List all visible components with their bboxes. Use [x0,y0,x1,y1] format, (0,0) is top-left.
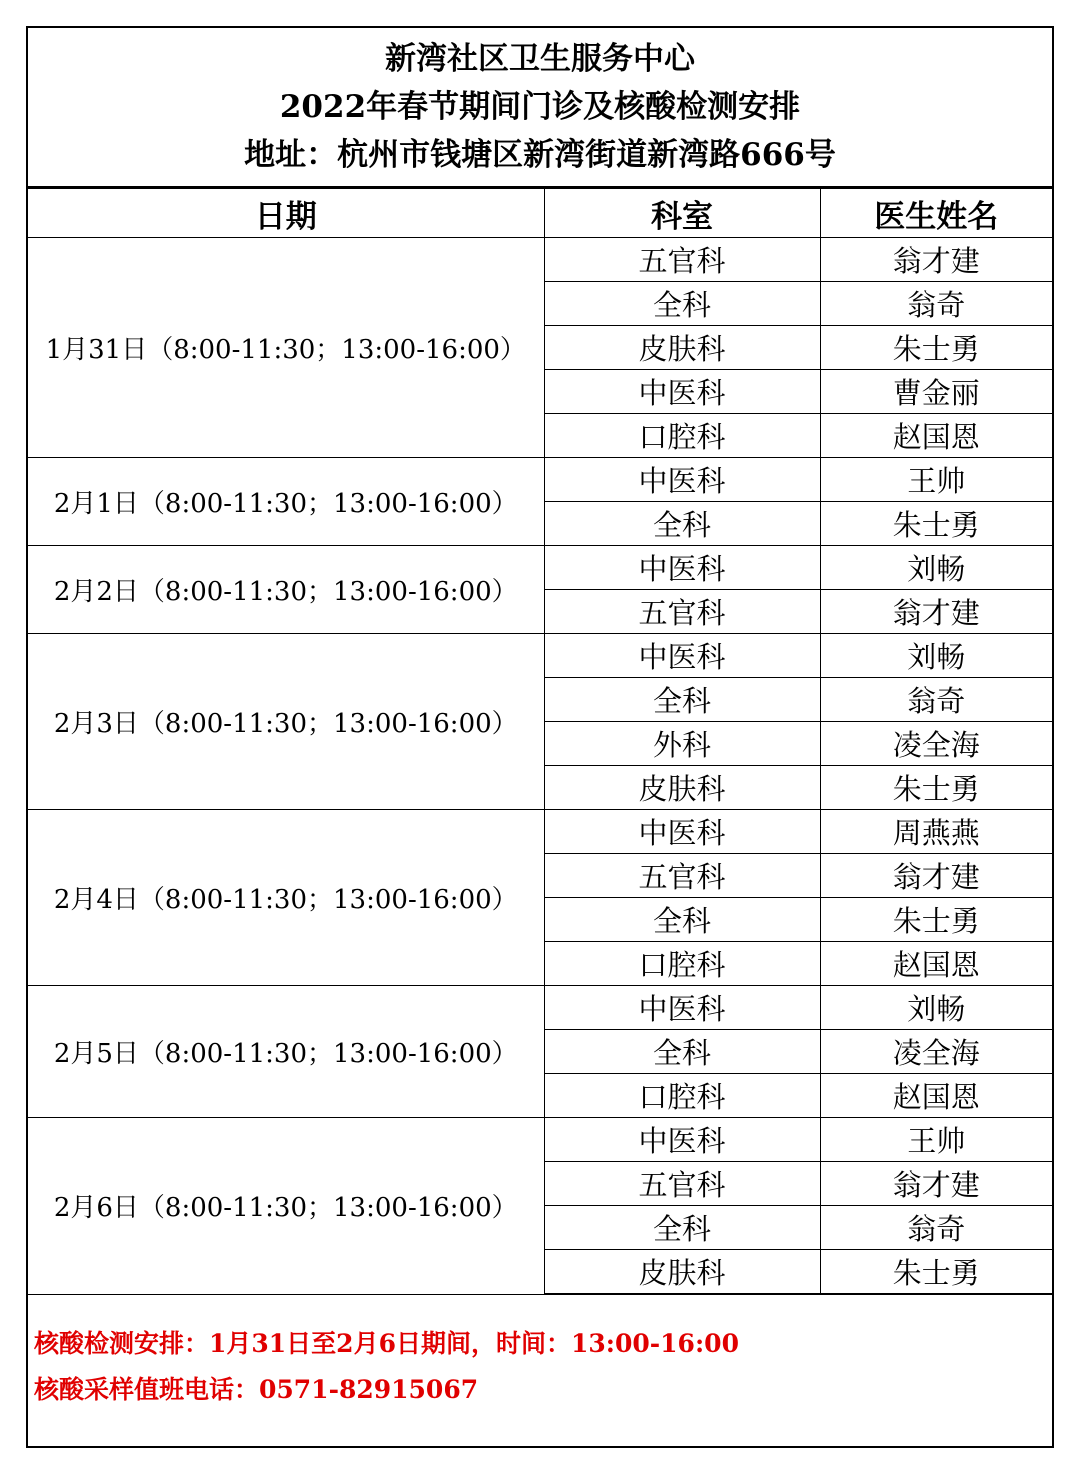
department-cell: 中医科 [544,986,820,1030]
department-cell: 全科 [544,898,820,942]
doctor-cell: 朱士勇 [820,502,1052,546]
doctor-cell: 翁才建 [820,238,1052,282]
table-row [28,546,1052,590]
org-name: 新湾社区卫生服务中心 [385,41,695,77]
department-cell: 口腔科 [544,942,820,986]
doctor-cell: 王帅 [820,1118,1052,1162]
doctor-cell: 赵国恩 [820,414,1052,458]
date-cell: 2月5日（8:00-11:30；13:00-16:00） [28,986,544,1118]
department-cell: 中医科 [544,546,820,590]
department-cell: 皮肤科 [544,326,820,370]
department-cell: 五官科 [544,854,820,898]
department-cell: 口腔科 [544,414,820,458]
notes-block [28,1295,1052,1413]
table-header-row [28,189,1052,238]
department-cell: 中医科 [544,458,820,502]
doctor-cell: 王帅 [820,458,1052,502]
nucleic-test-phone-note: 核酸采样值班电话：0571-82915067 [34,1375,479,1404]
department-cell: 外科 [544,722,820,766]
date-cell: 1月31日（8:00-11:30；13:00-16:00） [28,238,544,458]
title-block [28,28,1052,188]
doctor-cell: 刘畅 [820,634,1052,678]
doctor-cell: 刘畅 [820,546,1052,590]
date-cell: 2月1日（8:00-11:30；13:00-16:00） [28,458,544,546]
schedule-sheet [26,26,1054,1448]
department-cell: 中医科 [544,634,820,678]
date-cell: 2月4日（8:00-11:30；13:00-16:00） [28,810,544,986]
column-header-department: 科室 [544,189,820,238]
doctor-cell: 赵国恩 [820,942,1052,986]
department-cell: 皮肤科 [544,1250,820,1295]
table-row [28,458,1052,502]
doctor-cell: 周燕燕 [820,810,1052,854]
table-row [28,1118,1052,1162]
department-cell: 全科 [544,502,820,546]
table-row [28,986,1052,1030]
department-cell: 中医科 [544,810,820,854]
department-cell: 五官科 [544,1162,820,1206]
doctor-cell: 朱士勇 [820,326,1052,370]
schedule-table [28,188,1052,1295]
department-cell: 五官科 [544,238,820,282]
column-header-date: 日期 [28,189,544,238]
doctor-cell: 曹金丽 [820,370,1052,414]
department-cell: 五官科 [544,590,820,634]
department-cell: 中医科 [544,370,820,414]
date-cell: 2月6日（8:00-11:30；13:00-16:00） [28,1118,544,1295]
department-cell: 口腔科 [544,1074,820,1118]
doctor-cell: 翁奇 [820,282,1052,326]
doctor-cell: 翁奇 [820,1206,1052,1250]
table-row [28,634,1052,678]
table-row [28,810,1052,854]
date-cell: 2月3日（8:00-11:30；13:00-16:00） [28,634,544,810]
doctor-cell: 翁才建 [820,1162,1052,1206]
doctor-cell: 朱士勇 [820,898,1052,942]
doctor-cell: 翁才建 [820,590,1052,634]
doctor-cell: 朱士勇 [820,1250,1052,1295]
department-cell: 中医科 [544,1118,820,1162]
schedule-body [28,238,1052,1295]
doctor-cell: 刘畅 [820,986,1052,1030]
doctor-cell: 朱士勇 [820,766,1052,810]
department-cell: 全科 [544,1030,820,1074]
doctor-cell: 凌全海 [820,722,1052,766]
department-cell: 皮肤科 [544,766,820,810]
department-cell: 全科 [544,678,820,722]
doctor-cell: 凌全海 [820,1030,1052,1074]
nucleic-test-schedule-note: 核酸检测安排：1月31日至2月6日期间，时间：13:00-16:00 [34,1329,739,1358]
address: 地址：杭州市钱塘区新湾街道新湾路666号 [244,137,836,173]
doctor-cell: 赵国恩 [820,1074,1052,1118]
date-cell: 2月2日（8:00-11:30；13:00-16:00） [28,546,544,634]
department-cell: 全科 [544,1206,820,1250]
department-cell: 全科 [544,282,820,326]
doctor-cell: 翁奇 [820,678,1052,722]
schedule-title: 2022年春节期间门诊及核酸检测安排 [279,89,801,125]
column-header-doctor: 医生姓名 [820,189,1052,238]
table-row [28,238,1052,282]
doctor-cell: 翁才建 [820,854,1052,898]
